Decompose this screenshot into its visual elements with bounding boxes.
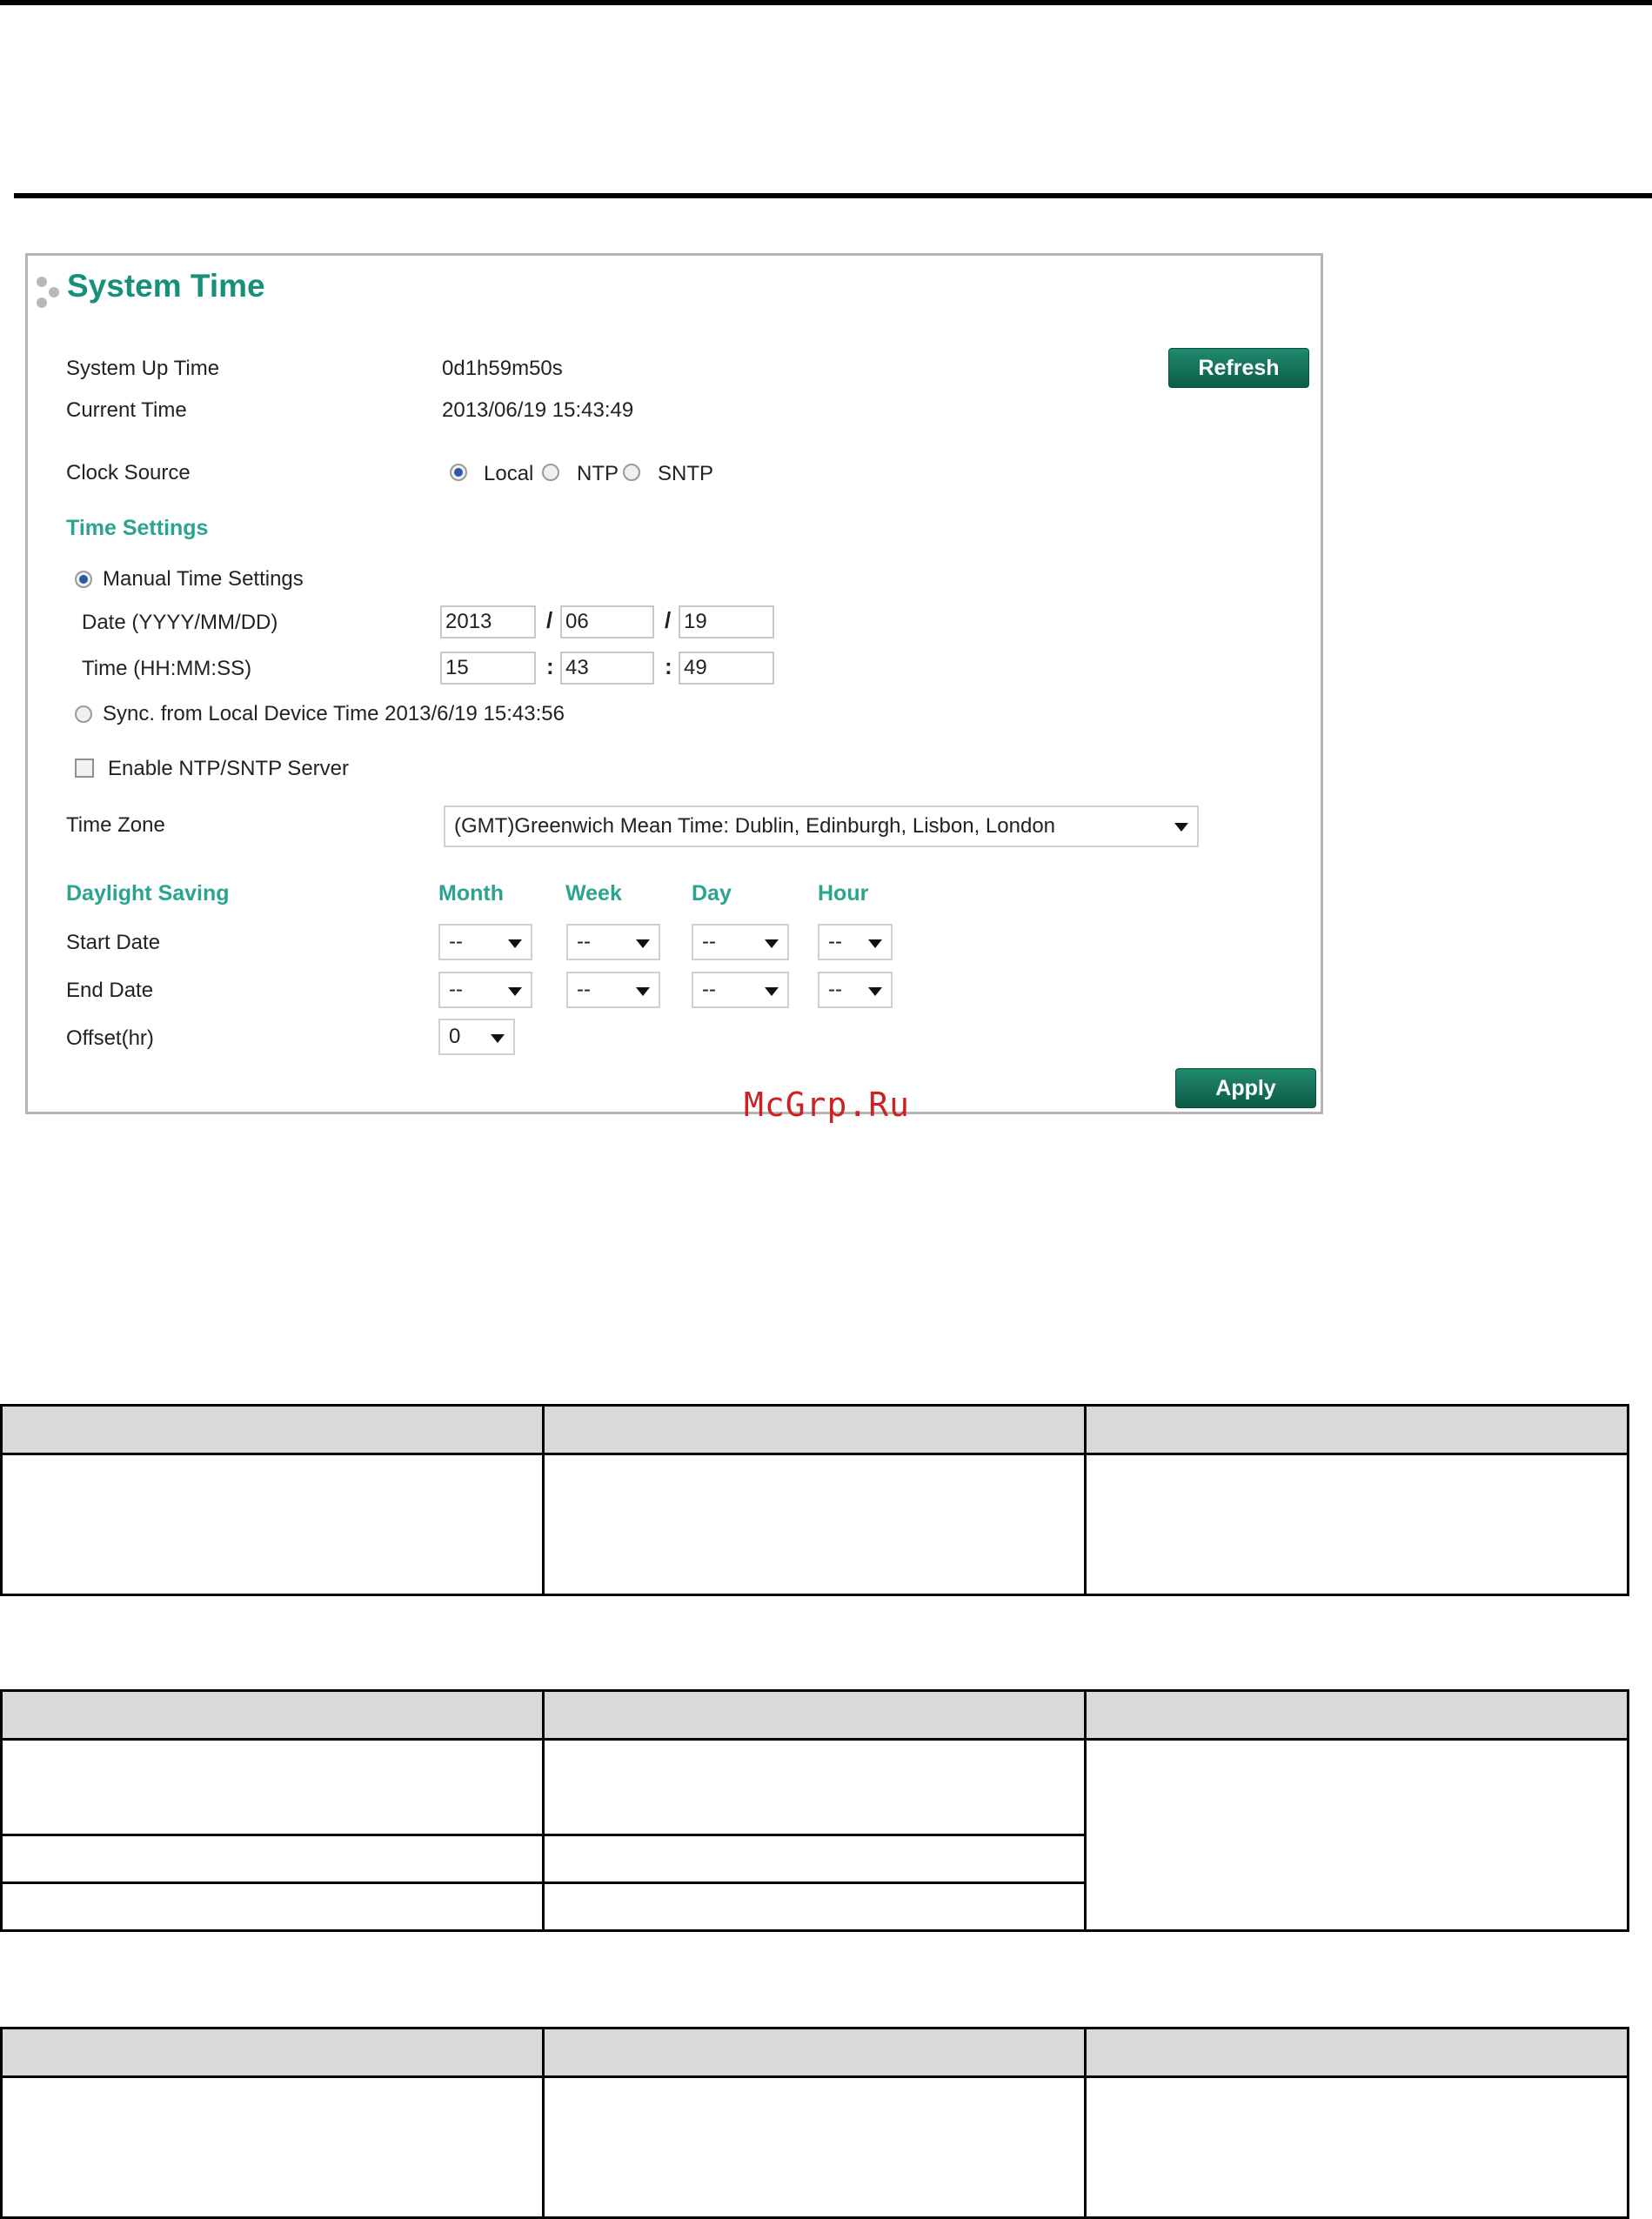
start-week-select[interactable] [566,924,660,960]
chevron-down-icon [765,987,779,996]
week-column-heading: Week [565,881,622,906]
clock-source-local-label: Local [484,462,534,485]
refresh-button[interactable]: Refresh [1168,348,1309,388]
parameter-table-1 [0,1404,1629,1596]
chevron-down-icon [636,939,650,948]
sync-local-label: Sync. from Local Device Time 2013/6/19 15:43:56 [103,702,565,725]
start-day-select[interactable] [692,924,789,960]
chevron-down-icon [508,987,522,996]
time-zone-label: Time Zone [66,813,165,837]
top-rule [0,0,1652,5]
clock-source-label: Clock Source [66,461,191,485]
end-week-value: -- [577,978,591,1001]
chevron-down-icon [868,939,882,948]
time-second-input[interactable]: 49 [679,652,774,685]
time-minute-input[interactable]: 43 [560,652,654,685]
start-day-value: -- [702,930,716,953]
system-up-time-value: 0d1h59m50s [442,357,563,380]
date-separator: / [665,607,672,633]
table-header-row [2,2029,1629,2077]
clock-source-sntp-radio[interactable] [623,464,640,481]
date-day-input[interactable]: 19 [679,605,774,638]
watermark: McGrp.Ru [744,1086,911,1124]
title-dots-icon [35,277,64,310]
time-hour-input[interactable]: 15 [440,652,536,685]
end-hour-value: -- [828,978,842,1001]
chevron-down-icon [491,1034,505,1043]
manual-time-label: Manual Time Settings [103,567,304,591]
time-label: Time (HH:MM:SS) [82,657,252,680]
start-month-select[interactable] [438,924,532,960]
date-year-input[interactable]: 2013 [440,605,536,638]
table-header-row [2,1691,1629,1740]
end-month-value: -- [449,978,463,1001]
parameter-table-2 [0,1689,1629,1932]
chevron-down-icon [868,987,882,996]
end-week-select[interactable] [566,972,660,1008]
date-label: Date (YYYY/MM/DD) [82,611,278,634]
offset-value: 0 [449,1025,461,1048]
time-zone-value: (GMT)Greenwich Mean Time: Dublin, Edinburgh, Lisbon, London [454,814,1056,838]
section-rule [14,193,1652,198]
chevron-down-icon [1174,823,1188,832]
enable-ntp-server-checkbox[interactable] [75,759,94,778]
table-row [2,1740,1629,1835]
end-hour-select[interactable] [818,972,893,1008]
start-hour-select[interactable] [818,924,893,960]
chevron-down-icon [508,939,522,948]
date-separator: / [546,607,553,633]
start-date-label: Start Date [66,931,161,954]
system-up-time-label: System Up Time [66,357,220,380]
offset-label: Offset(hr) [66,1026,154,1050]
hour-column-heading: Hour [818,881,869,906]
chevron-down-icon [765,939,779,948]
month-column-heading: Month [438,881,504,906]
current-time-value: 2013/06/19 15:43:49 [442,398,634,422]
system-time-panel [25,253,1323,1114]
time-zone-select[interactable] [444,805,1199,847]
start-week-value: -- [577,930,591,953]
sync-local-radio[interactable] [75,705,92,723]
end-day-select[interactable] [692,972,789,1008]
table-row [2,2077,1629,2218]
clock-source-ntp-radio[interactable] [542,464,559,481]
offset-select[interactable] [438,1019,515,1055]
start-month-value: -- [449,930,463,953]
end-month-select[interactable] [438,972,532,1008]
time-separator: : [665,653,672,679]
end-day-value: -- [702,978,716,1001]
current-time-label: Current Time [66,398,187,422]
daylight-saving-heading: Daylight Saving [66,881,230,906]
end-date-label: End Date [66,979,154,1002]
chevron-down-icon [636,987,650,996]
table-row [2,1454,1629,1595]
clock-source-sntp-label: SNTP [658,462,714,485]
enable-ntp-server-label: Enable NTP/SNTP Server [108,757,349,780]
time-settings-heading: Time Settings [66,516,209,540]
date-month-input[interactable]: 06 [560,605,654,638]
table-header-row [2,1406,1629,1454]
time-separator: : [546,653,554,679]
day-column-heading: Day [692,881,732,906]
clock-source-local-radio[interactable] [450,464,467,481]
manual-time-radio[interactable] [75,571,92,588]
start-hour-value: -- [828,930,842,953]
parameter-table-3 [0,2027,1629,2219]
panel-title: System Time [67,268,265,304]
clock-source-ntp-label: NTP [577,462,619,485]
apply-button[interactable]: Apply [1175,1068,1316,1108]
